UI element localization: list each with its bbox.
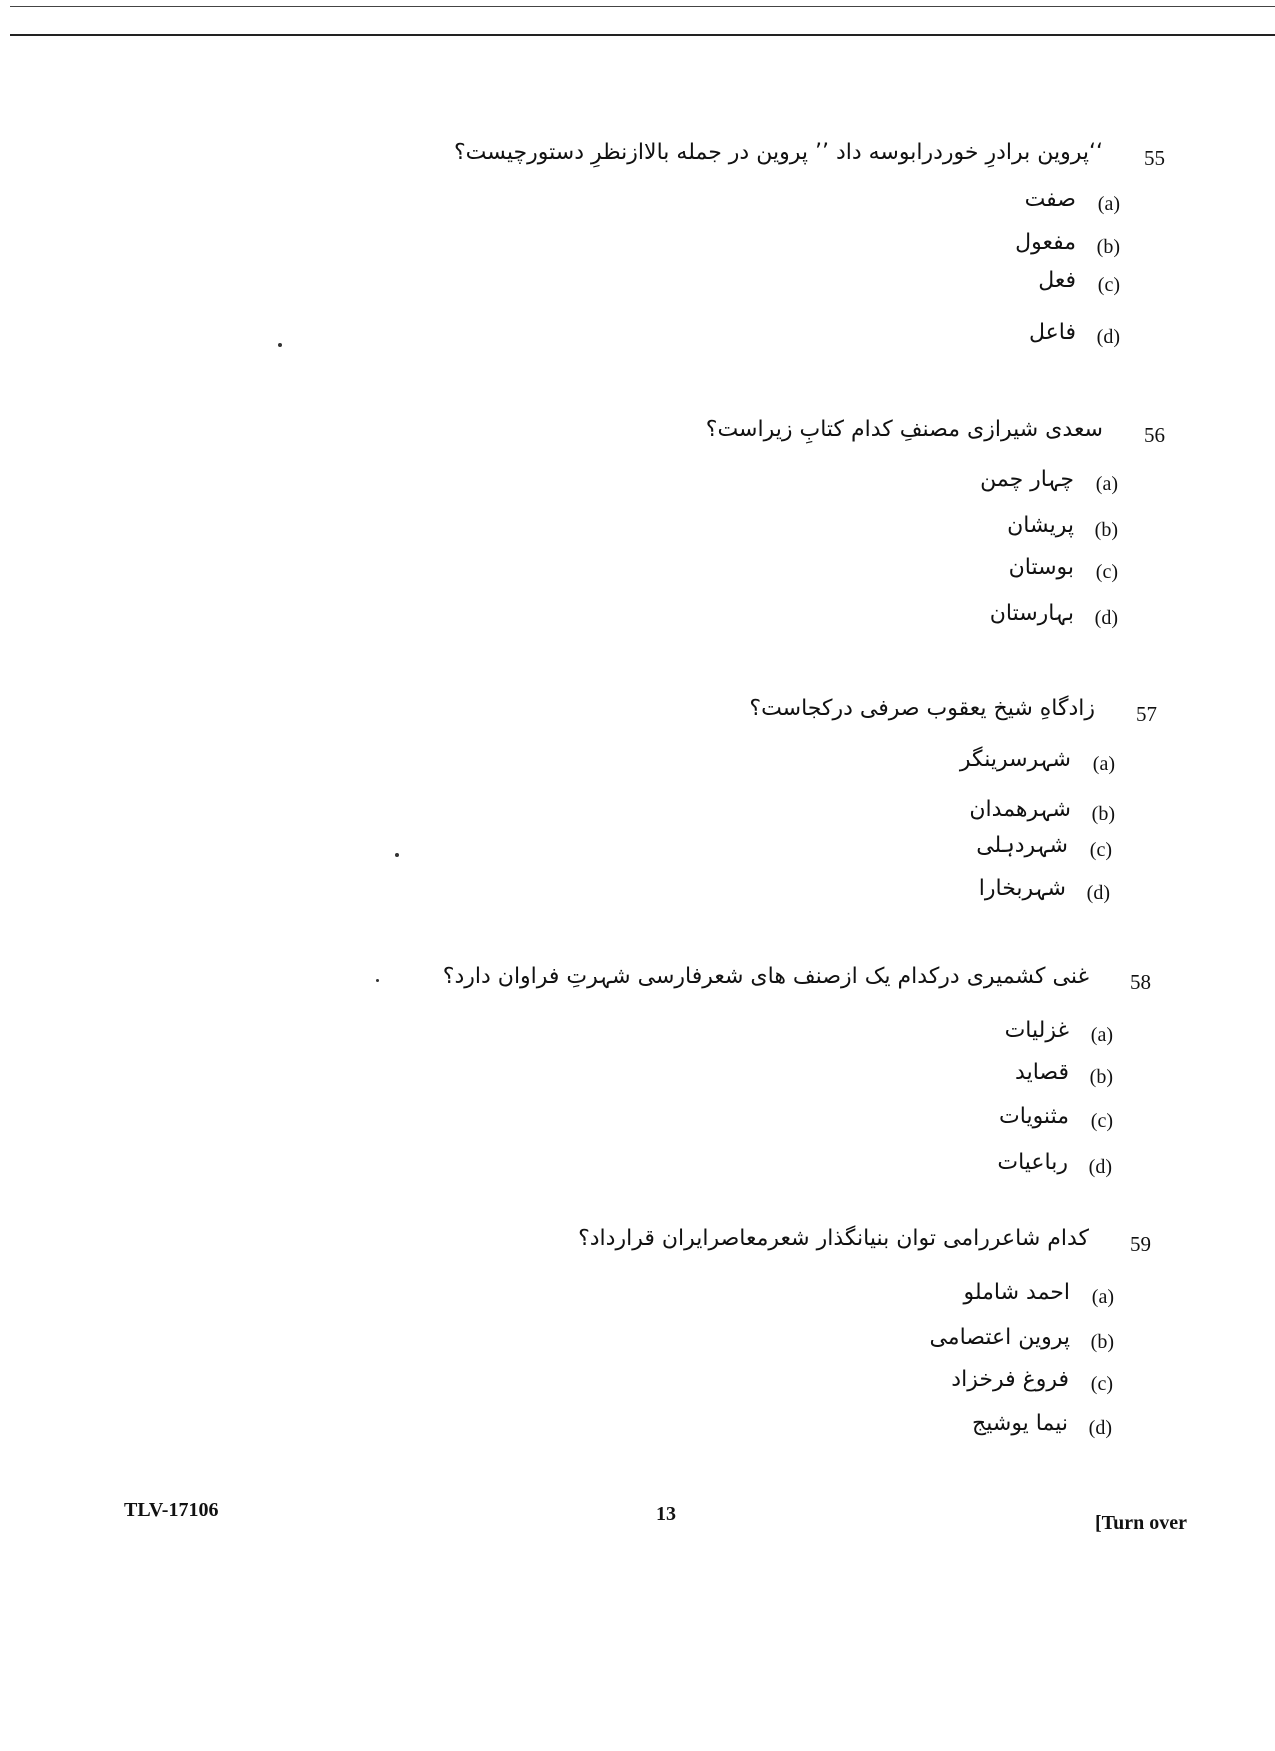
option-text: شہرسرینگر <box>959 747 1071 772</box>
option-letter: (b) <box>1091 803 1115 825</box>
option-text: پریشان <box>1007 513 1074 538</box>
option-text: قصاید <box>1015 1060 1069 1085</box>
question-text: غنی کشمیری درکدام یک ازصنف های شعرفارسی شہرتِ فراوان دارد؟ <box>442 964 1089 989</box>
option-text: غزلیات <box>1004 1018 1069 1043</box>
page-number: 13 <box>656 1503 676 1525</box>
option-letter: (d) <box>1086 882 1110 904</box>
option-text: فروغ فرخزاد <box>951 1367 1069 1392</box>
option-letter: (b) <box>1096 236 1120 258</box>
option-letter: (c) <box>1095 561 1118 583</box>
option-letter: (a) <box>1097 193 1120 215</box>
option-text: رباعیات <box>997 1150 1068 1175</box>
option-text: چہار چمن <box>980 467 1074 492</box>
option-letter: (b) <box>1090 1331 1114 1353</box>
option-c <box>0 1104 1113 1140</box>
top-header-rule <box>10 34 1275 36</box>
question-text: زادگاهِ شیخ یعقوب صرفی درکجاست؟ <box>749 696 1095 721</box>
scan-speck <box>278 343 282 347</box>
option-a <box>0 467 1118 503</box>
option-text: احمد شاملو <box>963 1280 1070 1305</box>
option-letter: (d) <box>1094 607 1118 629</box>
question-56 <box>0 417 1165 453</box>
option-letter: (b) <box>1089 1066 1113 1088</box>
option-d <box>0 1411 1112 1447</box>
option-letter: (a) <box>1091 1286 1114 1308</box>
option-d <box>0 320 1120 356</box>
question-58 <box>0 964 1151 1000</box>
option-a <box>0 187 1120 223</box>
option-b <box>0 230 1120 266</box>
document-code: TLV-17106 <box>124 1499 219 1521</box>
question-55 <box>0 140 1165 176</box>
option-c <box>0 555 1118 591</box>
turn-over-label: [Turn over <box>1095 1512 1188 1534</box>
option-a <box>0 1280 1114 1316</box>
top-thin-rule <box>10 6 1275 7</box>
option-text: بوستان <box>1008 555 1074 580</box>
option-b <box>0 513 1118 549</box>
option-letter: (c) <box>1090 1373 1113 1395</box>
option-text: بہارستان <box>989 601 1074 626</box>
option-text: فعل <box>1038 268 1076 293</box>
option-b <box>0 1060 1113 1096</box>
option-c <box>0 833 1112 869</box>
option-a <box>0 747 1115 783</box>
question-number: 59 <box>1130 1232 1151 1256</box>
question-number: 56 <box>1144 423 1165 447</box>
question-text: کدام شاعررامی توان بنیانگذار شعرمعاصرایران قرارداد؟ <box>578 1226 1089 1251</box>
option-letter: (a) <box>1090 1024 1113 1046</box>
option-text: شہربخارا <box>978 876 1066 901</box>
option-a <box>0 1018 1113 1054</box>
option-letter: (c) <box>1089 839 1112 861</box>
question-number: 57 <box>1136 702 1157 726</box>
option-text: پروین اعتصامی <box>929 1325 1070 1350</box>
option-text: فاعل <box>1028 320 1076 345</box>
option-c <box>0 1367 1113 1403</box>
option-letter: (a) <box>1095 473 1118 495</box>
question-59 <box>0 1226 1151 1262</box>
option-d <box>0 876 1110 912</box>
option-d <box>0 1150 1112 1186</box>
option-letter: (d) <box>1096 326 1120 348</box>
option-c <box>0 268 1120 304</box>
option-letter: (c) <box>1090 1110 1113 1132</box>
question-number: 58 <box>1130 970 1151 994</box>
option-letter: (c) <box>1097 274 1120 296</box>
option-b <box>0 1325 1114 1361</box>
scan-speck <box>395 853 399 857</box>
scan-speck <box>376 979 379 982</box>
option-text: صفت <box>1024 187 1076 212</box>
option-b <box>0 797 1115 833</box>
option-text: شہردہلی <box>976 833 1068 858</box>
option-d <box>0 601 1118 637</box>
question-57 <box>0 696 1157 732</box>
option-letter: (d) <box>1088 1156 1112 1178</box>
option-letter: (a) <box>1092 753 1115 775</box>
question-number: 55 <box>1144 146 1165 170</box>
option-text: مثنویات <box>999 1104 1069 1129</box>
option-text: نیما یوشیج <box>972 1411 1068 1436</box>
option-letter: (b) <box>1094 519 1118 541</box>
option-text: شہرهمدان <box>969 797 1071 822</box>
option-letter: (d) <box>1088 1417 1112 1439</box>
question-text: ‘‘پروین برادرِ خوردرابوسه داد ’’ پروین در جمله بالاازنظرِ دستورچیست؟ <box>454 140 1103 165</box>
question-text: سعدی شیرازی مصنفِ کدام کتابِ زیراست؟ <box>705 417 1103 442</box>
option-text: مفعول <box>1015 230 1076 255</box>
